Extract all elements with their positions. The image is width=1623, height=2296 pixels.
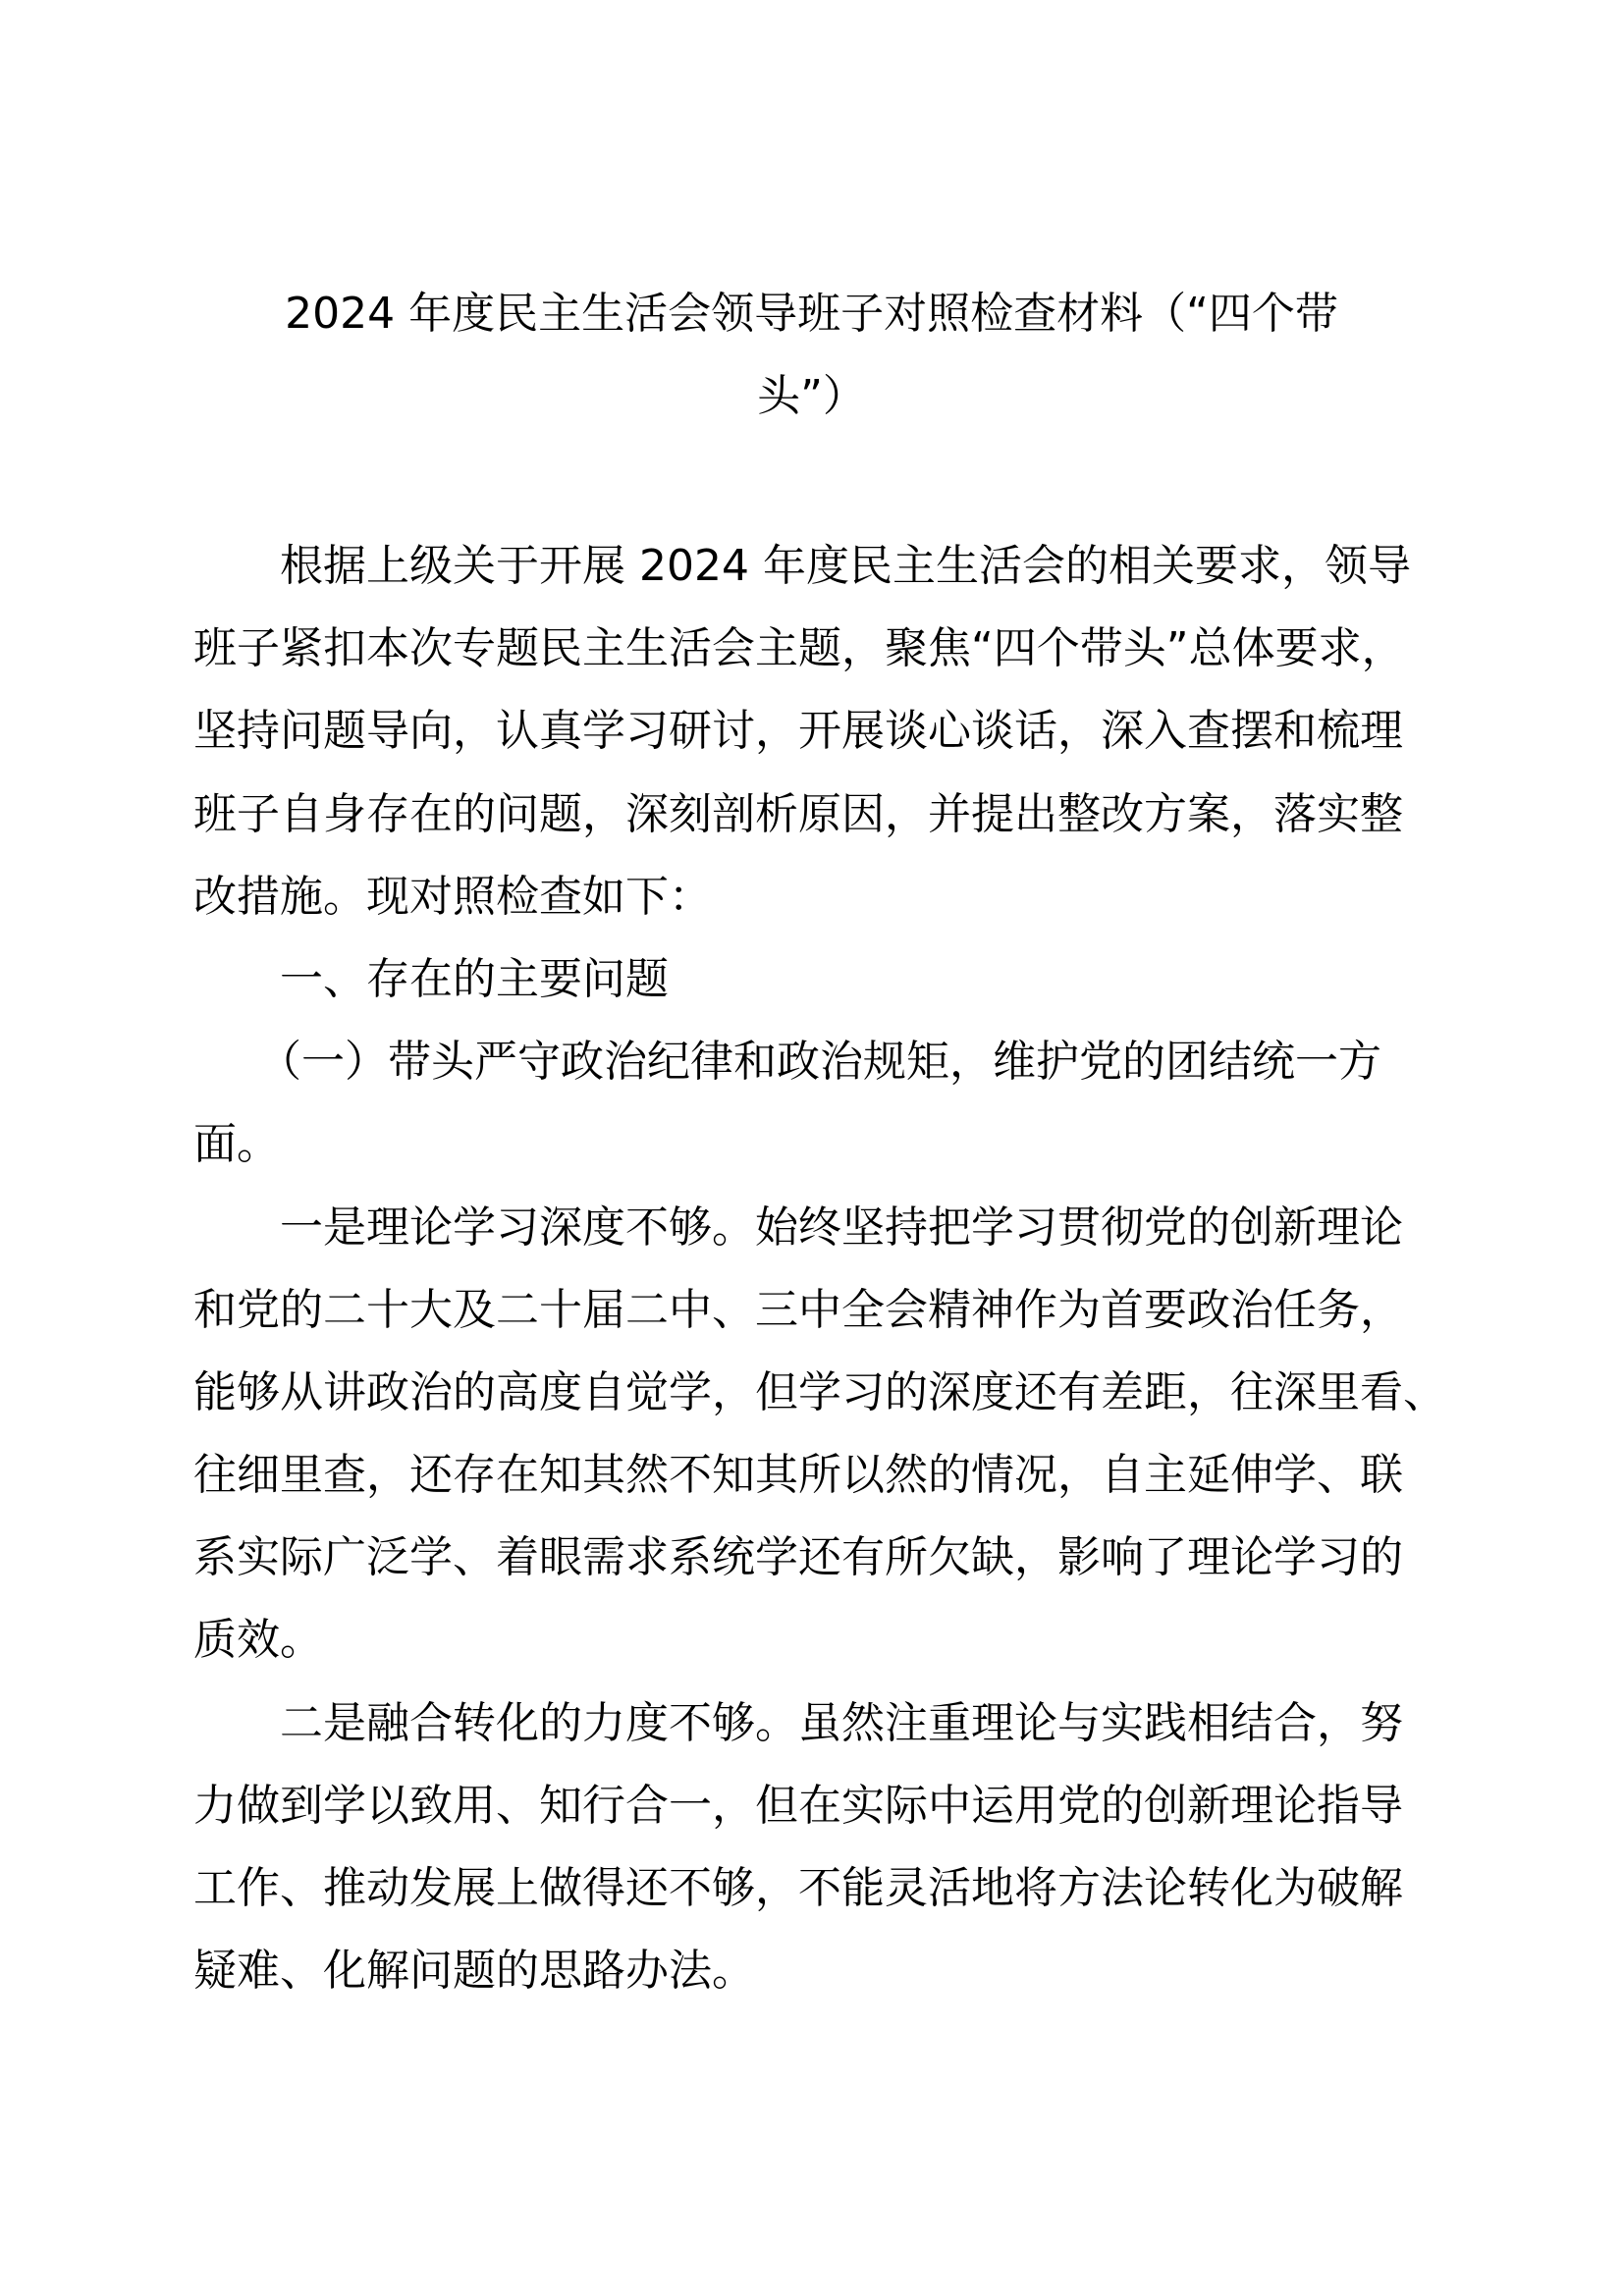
body-text-line: 力做到学以致用、知行合一，但在实际中运用党的创新理论指导 <box>193 1780 1403 1831</box>
body-text-line: 改措施。现对照检查如下： <box>193 871 712 922</box>
body-text-line: 面。 <box>193 1119 280 1170</box>
document-title <box>147 273 1476 438</box>
body-text-line: 班子紧扣本次专题民主生活会主题，聚焦“四个带头”总体要求， <box>193 623 1405 674</box>
body-text-line: 坚持问题导向，认真学习研讨，开展谈心谈话，深入查摆和梳理 <box>193 706 1403 757</box>
body-text-line: 一、存在的主要问题 <box>280 953 669 1004</box>
body-text-line: 工作、推动发展上做得还不够，不能灵活地将方法论转化为破解 <box>193 1863 1403 1913</box>
body-text-line: 疑难、化解问题的思路办法。 <box>193 1946 755 1997</box>
document-body <box>193 525 1470 2012</box>
body-text-line: 班子自身存在的问题，深刻剖析原因，并提出整改方案，落实整 <box>193 788 1403 839</box>
body-text-line: 质效。 <box>193 1615 323 1666</box>
body-text-line: 往细里查，还存在知其然不知其所以然的情况，自主延伸学、联 <box>193 1450 1403 1501</box>
body-text-line: 和党的二十大及二十届二中、三中全会精神作为首要政治任务， <box>193 1284 1403 1335</box>
title-line-1: 2024 年度民主生活会领导班子对照检查材料（“四个带 <box>285 289 1338 339</box>
body-text-line: 二是融合转化的力度不够。虽然注重理论与实践相结合，努 <box>280 1697 1403 1748</box>
title-line-2: 头”） <box>757 371 866 421</box>
body-text-line: 一是理论学习深度不够。始终坚持把学习贯彻党的创新理论 <box>280 1201 1403 1253</box>
body-text-line: 系实际广泛学、着眼需求系统学还有所欠缺，影响了理论学习的 <box>193 1532 1403 1583</box>
body-text-line: 根据上级关于开展 2024 年度民主生活会的相关要求，领导 <box>280 541 1411 591</box>
body-text-line: （一）带头严守政治纪律和政治规矩，维护党的团结统一方 <box>258 1037 1381 1088</box>
body-text-line: 能够从讲政治的高度自觉学，但学习的深度还有差距，往深里看、 <box>193 1366 1446 1417</box>
